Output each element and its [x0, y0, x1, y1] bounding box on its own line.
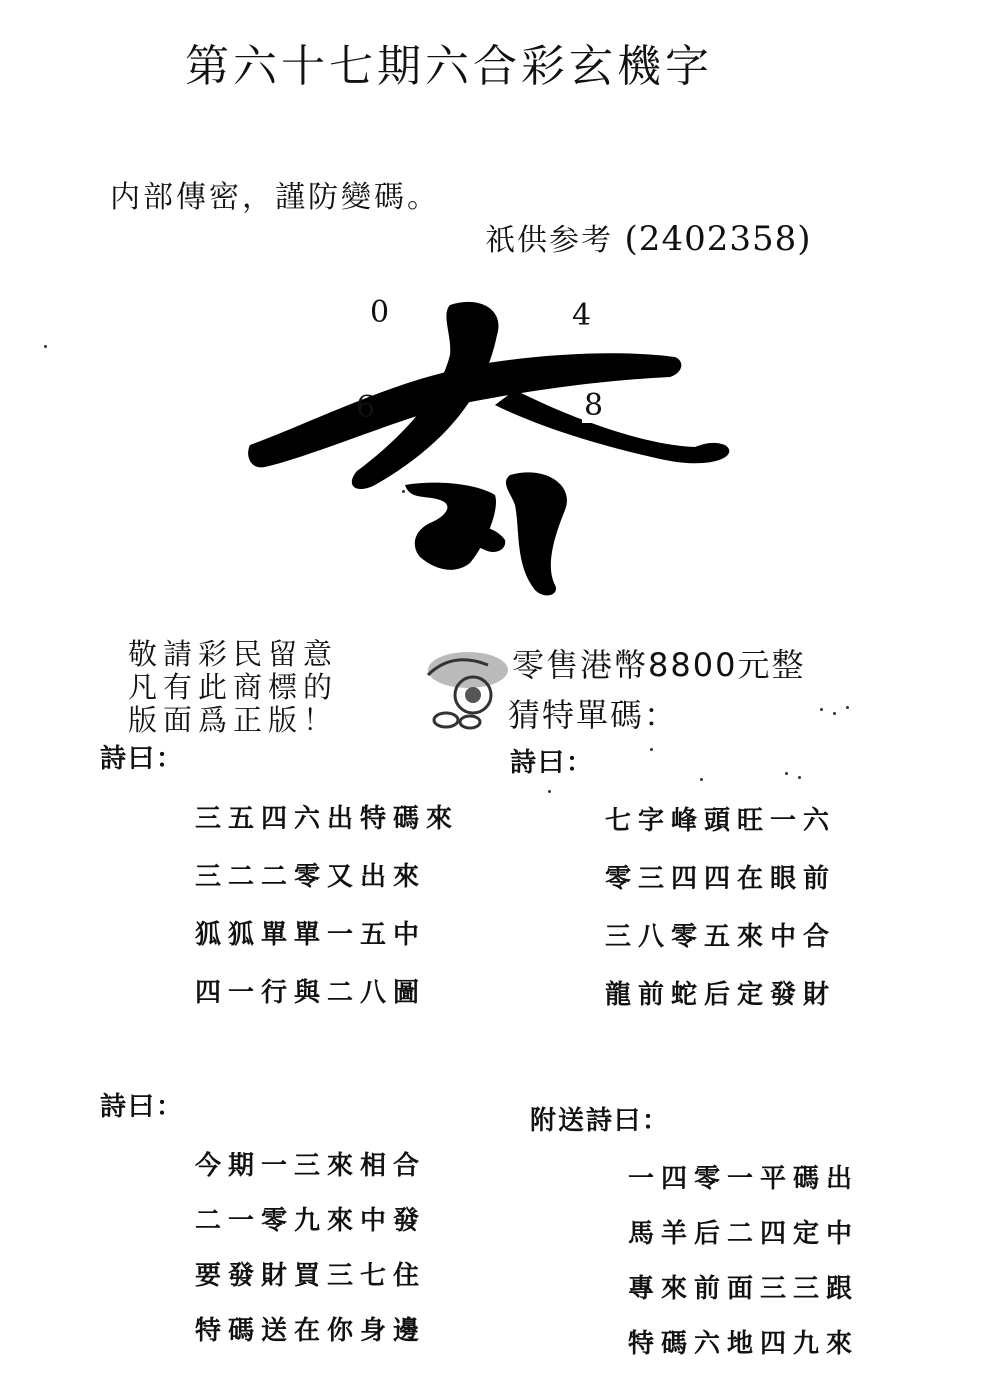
poem-line: 要發財買三七住: [195, 1261, 427, 1291]
poem-1-heading: 詩曰：: [100, 744, 185, 774]
trademark-logo: [418, 640, 518, 739]
number-mid-right: 8: [584, 388, 604, 423]
poem-1: [195, 798, 459, 1030]
big-calligraphy-character: [245, 295, 745, 609]
trademark-line: 敬請彩民留意: [128, 637, 339, 671]
poem-4: [628, 1158, 859, 1378]
poem-line: 馬羊后二四定中: [628, 1219, 860, 1249]
poem-line: 零三四四在眼前: [605, 864, 837, 894]
number-mid-left: 6: [356, 390, 376, 425]
poem-line: 三八零五來中合: [605, 922, 837, 952]
poem-3: [195, 1145, 426, 1365]
reference-code: (2402358): [624, 219, 812, 259]
price-text: 零售港幣8800元整: [512, 646, 806, 684]
poem-line: 龍前蛇后定發財: [605, 980, 837, 1010]
poem-line: 七字峰頭旺一六: [605, 806, 837, 836]
poem-4-heading: 附送詩曰：: [530, 1106, 671, 1136]
poem-2-heading: 詩曰：: [510, 748, 595, 778]
poem-3-heading: 詩曰：: [100, 1092, 185, 1122]
poem-line: 特碼六地四九來: [628, 1329, 860, 1359]
poem-line: 特碼送在你身邊: [195, 1316, 427, 1346]
trademark-notice: [128, 638, 338, 737]
trademark-line: 版面爲正版！: [128, 703, 339, 737]
poem-line: 三二二零又出來: [195, 862, 427, 892]
poem-line: 一四零一平碼出: [628, 1164, 860, 1194]
page-title: 第六十七期六合彩玄機字: [185, 41, 713, 92]
poem-line: 今期一三來相合: [195, 1151, 427, 1181]
poem-line: 三五四六出特碼來: [195, 804, 460, 834]
reference-line: [485, 215, 812, 259]
number-top-left: 0: [370, 295, 390, 330]
reference-label: 祇供参考: [485, 223, 613, 258]
poem-line: 四一行與二八圖: [195, 978, 427, 1008]
poem-line: 狐狐單單一五中: [195, 920, 427, 950]
number-top-right: 4: [572, 298, 592, 333]
trademark-line: 凡有此商標的: [128, 670, 339, 704]
guess-label: 猜特單碼：: [508, 696, 679, 734]
poem-2: [605, 800, 836, 1032]
secret-notice: 内部傳密，謹防變碼。: [110, 180, 440, 215]
poem-line: 二一零九來中發: [195, 1206, 427, 1236]
poem-line: 專來前面三三跟: [628, 1274, 860, 1304]
trademark-logo-graphic: [418, 640, 518, 735]
calligraphy-graphic: [245, 295, 745, 605]
